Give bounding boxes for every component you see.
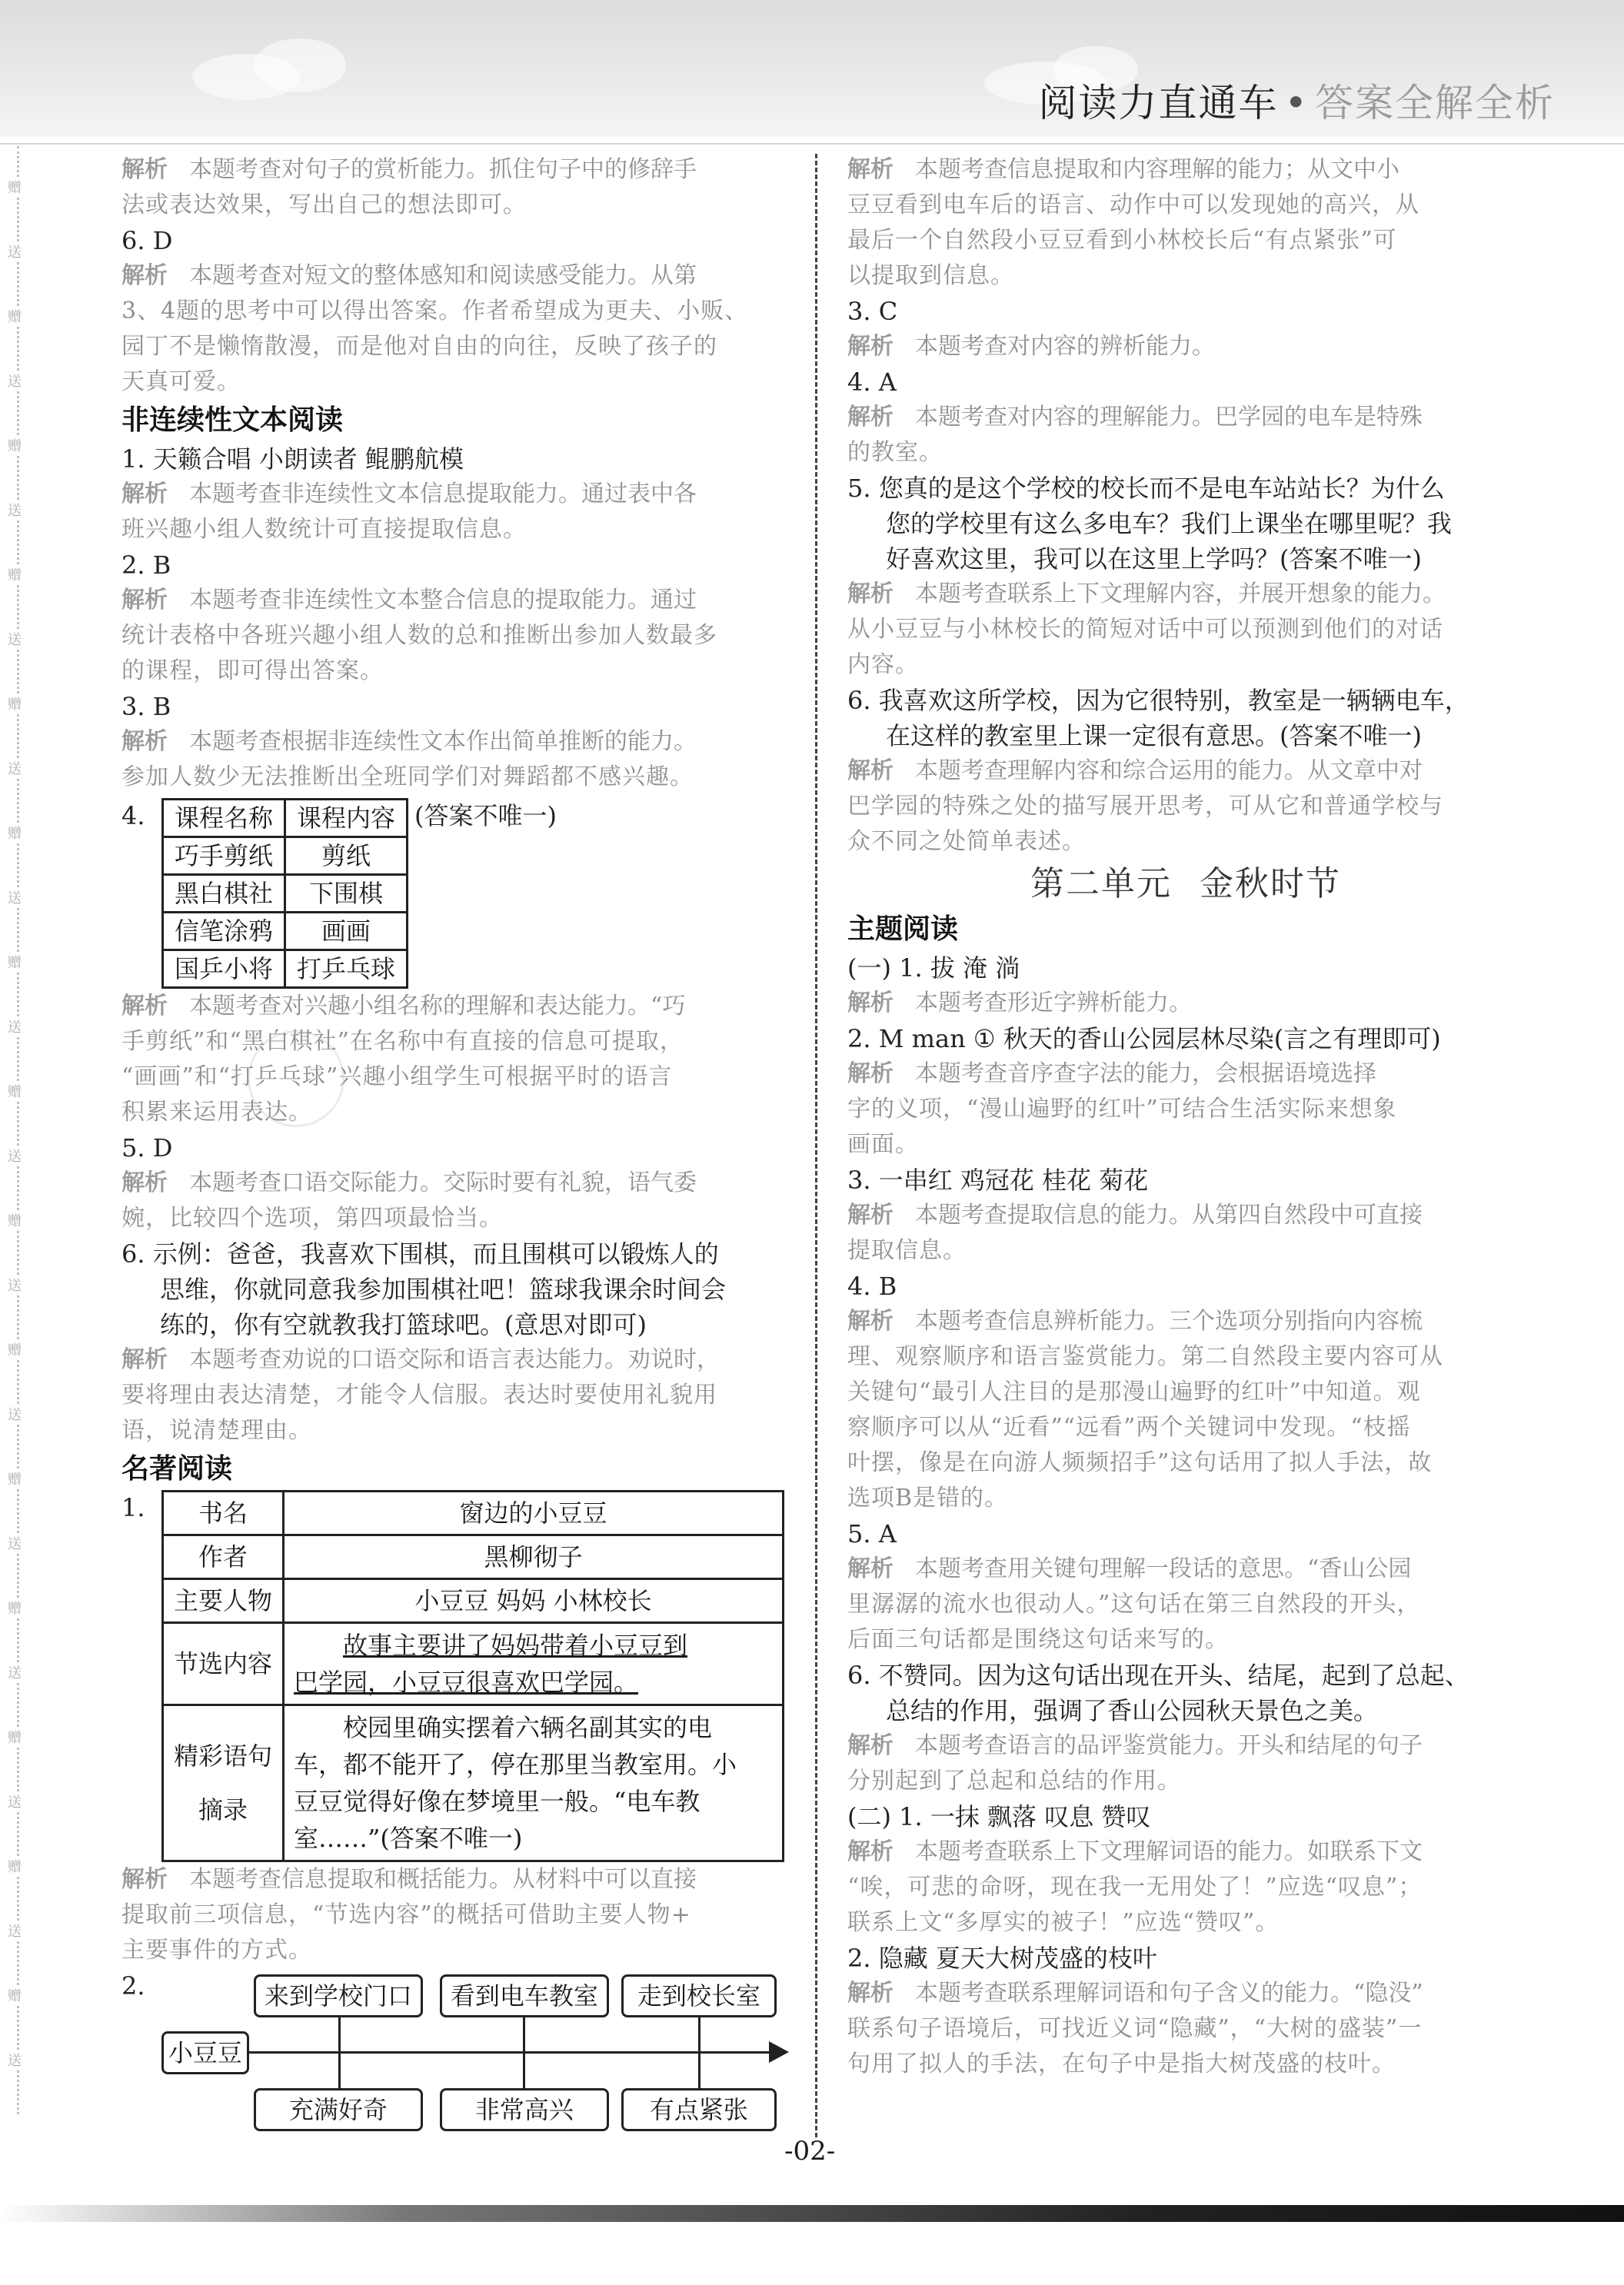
gutter-mark: 送: [8, 887, 22, 907]
analysis-block: 解析 本题考查音序查字法的能力，会根据语境选择: [847, 1060, 1376, 1087]
answer-item: 5. 您真的是这个学校的校长而不是电车站站长？为什么: [847, 474, 1445, 503]
diagram-center-box: 小豆豆: [161, 2031, 249, 2074]
table-value: 黑柳彻子: [284, 1535, 784, 1579]
answer-item: 5. A: [847, 1519, 897, 1548]
table-value: 窗边的小豆豆: [284, 1492, 784, 1535]
gutter-mark: 赠: [8, 823, 22, 843]
header-title-dot: •: [1284, 81, 1309, 125]
table-cell: 下围棋: [285, 875, 408, 913]
gutter-mark: 赠: [8, 1210, 22, 1230]
answer-item: 5. D: [121, 1133, 173, 1162]
analysis-block: 解析 本题考查信息辨析能力。三个选项分别指向内容梳: [847, 1308, 1423, 1335]
table-cell: 黑白棋社: [163, 875, 285, 913]
gutter-mark: 送: [8, 1404, 22, 1424]
gutter-mark: 赠: [8, 1081, 22, 1101]
table-value: 小豆豆 妈妈 小林校长: [284, 1579, 784, 1623]
diagram-timeline: [248, 2051, 770, 2054]
answer-item: 4. A: [847, 368, 897, 397]
table-cell: 国乒小将: [163, 950, 285, 988]
gutter-mark: 送: [8, 1533, 22, 1553]
gutter-mark: 赠: [8, 1985, 22, 2005]
diagram-feeling-box: 非常高兴: [440, 2088, 609, 2131]
table-key: 节选内容: [163, 1623, 284, 1705]
gutter-mark: 送: [8, 1146, 22, 1166]
table-header: 课程名称: [163, 800, 285, 837]
header-divider: [0, 143, 1624, 145]
answer-item: 1. 天籁合唱 小朗读者 鲲鹏航模: [121, 444, 464, 474]
diagram-connector: [698, 2016, 701, 2051]
analysis-block: 解析 本题考查信息提取和内容理解的能力；从文中小: [847, 156, 1399, 183]
answer-item: 2. B: [121, 550, 171, 580]
table-key: 精彩语句 摘录: [163, 1705, 284, 1861]
right-column: 解析 本题考查信息提取和内容理解的能力；从文中小 豆豆看到电车后的语言、动作中可以发现她的高兴，从 最后一个自然段小豆豆看到小林校长后“有点紧张”可 以提取到信息。 3. C 解析 本题考查对内容的辨析能力。 4. A 解析 本题考查对内容的理解能力。巴学园的电车是特殊 的教室。 5. 您真的是这个学校的校长而不是电车站站长？为什么 您的学校里有这么多电车？我们上课坐在哪里呢？我 好喜欢这里，我可以在这里上学吗？(答案不唯一) 解析 本题考查联系上下文理解内容，并展开想象的能力。 从小豆豆与小林校长的简短对话中可以预测到他们的对话 内容。 6. 我喜欢这所学校，因为它很特别，教室是一辆辆电车， 在这样的教室里上课一定很有意思。(答案不唯一) 解析 本题考查理解内容和综合运用的能力。从文章中对 巴学园的特殊之处的描写展开思考，可从它和普通学校与 众不同之处简单表述。 第二单元 金秋时节 主题阅读 (一) 1. 拔 淹 淌 解析 本题考查形近字辨析能力。 2. M man ① 秋天的香山公园层林尽染(言之有理即可) 解析 本题考查音序查字法的能力，会根据语境选择 字的义项，“漫山遍野的红叶”可结合生活实际来想象 画面。 3. 一串红 鸡冠花 桂花 菊花 解析 本题考查提取信息的能力。从第四自然段中可直接 提取信息。 4. B 解析 本题考查信息辨析能力。三个选项分别指向内容梳 理、观察顺序和语言鉴赏能力。第二自然段主要内容可从 关键句“最引人注目的是那漫山遍野的红叶”中知道。观 察顺序可以从“近看”“远看”两个关键词中发现。“枝摇 叶摆，像是在向游人频频招手”这句话用了拟人手法，故 选项B是错的。 5. A 解析 本题考查用关键句理解一段话的意思。“香山公园 里潺潺的流水也很动人。”这句话在第三自然段的开头， 后面三句话都是围绕这句话来写的。 6. 不赞同。因为这句话出现在开头、结尾，起到了总起、 总结的作用，强调了香山公园秋天景色之美。 解析 本题考查语言的品评鉴赏能力。开头和结尾的句子 分别起到了总起和总结的作用。 (二) 1. 一抹 飘落 叹息 赞叹 解析 本题考查联系上下文理解词语的能力。如联系下文 “唉，可悲的命呀，现在我一无用处了！”应选“叹息”； 联系上文“多厚实的被子！”应选“赞叹”。 2. 隐藏 夏天大树茂盛的枝叶 解析 本题考查联系理解词语和句子含义的能力。“隐没” 联系句子语境后，可找近义词“隐藏”，“大树的盛装”一 句用了拟人的手法，在句子中是指大树茂盛的枝叶。: [847, 152, 1524, 2082]
analysis-block: 解析 本题考查对内容的辨析能力。: [847, 333, 1215, 360]
gutter-mark: 赠: [8, 1468, 22, 1488]
analysis-block: 解析 本题考查联系上下文理解词语的能力。如联系下文: [847, 1838, 1423, 1865]
analysis-block: 解析 本题考查劝说的口语交际和语言表达能力。劝说时，: [121, 1346, 720, 1373]
gutter-mark: 赠: [8, 952, 22, 972]
left-column: 解析 本题考查对句子的赏析能力。抓住句子中的修辞手 法或表达效果，写出自己的想法即可。 6. D 解析 本题考查对短文的整体感知和阅读感受能力。从第 3、4题的思考中可以得出答案。作者希望成为更夫、小贩、 园丁不是懒惰散漫，而是他对自由的向往，反映了孩子的 天真可爱。 非连续性文本阅读 1. 天籁合唱 小朗读者 鲲鹏航模 解析 本题考查非连续性文本信息提取能力。通过表中各 班兴趣小组人数统计可直接提取信息。 2. B 解析 本题考查非连续性文本整合信息的提取能力。通过 统计表格中各班兴趣小组人数的总和推断出参加人数最多 的课程，即可得出答案。 3. B 解析 本题考查根据非连续性文本作出简单推断的能力。 参加人数少无法推断出全班同学们对舞蹈都不感兴趣。 4. 课程名称 课程内容 巧手剪纸 剪纸 黑白棋社 下围棋 信笔涂鸦 画画 国乒小将 打乒乓球 (答案不唯一) 解析 本题考查对兴趣小组名称的理解和表达能力。“巧 手剪纸”和“黑白棋社”在名称中有直接的信息可提取， “画画”和“打乒乓球”兴趣小组学生可根据平时的语言 积累来运用表达。 5. D 解析 本题考查口语交际能力。交际时要有礼貌，语气委 婉，比较四个选项，第四项最恰当。 6. 示例：爸爸，我喜欢下围棋，而且围棋可以锻炼人的 思维，你就同意我参加围棋社吧！篮球我课余时间会 练的，你有空就教我打篮球吧。(意思对即可) 解析 本题考查劝说的口语交际和语言表达能力。劝说时， 要将理由表达清楚，才能令人信服。表达时要使用礼貌用 语，说清楚理由。 名著阅读 1. 书名 窗边的小豆豆 作者 黑柳彻子 主要人物 小豆豆 妈妈 小林校长 节选内容 故事主要讲了妈妈带着小豆豆到 巴学园，小豆豆很喜欢巴学园。 精彩语句 摘录 校园里确实摆着六辆名副其实的电 车，都不能开了，停在那里当教室用。小 豆豆觉得好像在梦境里一般。“电车教 室……”(答案不唯一) 解析 本题考查信息提取和概括能力。从材料中可以直接 提取前三项信息，“节选内容”的概括可借助主要人物+ 主要事件的方式。 2. 小豆豆 来到学校门口 看到电车教室 走到校长室 充满好奇 非常高兴 有点紧张: [121, 152, 790, 2133]
gutter-mark: 送: [8, 1662, 22, 1682]
section-title: 主题阅读: [847, 913, 959, 945]
gutter-mark: 送: [8, 241, 22, 261]
analysis-block: 解析 本题考查对短文的整体感知和阅读感受能力。从第: [121, 262, 697, 289]
diagram-connector: [698, 2051, 701, 2090]
table-value: 故事主要讲了妈妈带着小豆豆到 巴学园，小豆豆很喜欢巴学园。: [284, 1623, 784, 1705]
diagram-feeling-box: 有点紧张: [621, 2088, 777, 2131]
header-band: [0, 0, 1624, 137]
cloud-decoration: [254, 38, 346, 92]
table-cell: 画画: [285, 913, 408, 950]
answer-item: 3. 一串红 鸡冠花 桂花 菊花: [847, 1166, 1149, 1195]
answer-item-diagram: 2. 小豆豆 来到学校门口 看到电车教室 走到校长室 充满好奇 非常高兴 有点紧张: [121, 1968, 790, 2133]
diagram-feeling-box: 充满好奇: [254, 2088, 423, 2131]
gutter-mark: 赠: [8, 177, 22, 197]
diagram-connector: [523, 2016, 525, 2051]
analysis-block: 解析 本题考查形近字辨析能力。: [847, 990, 1192, 1016]
analysis-block: 解析 本题考查非连续性文本信息提取能力。通过表中各: [121, 481, 697, 507]
analysis-block: 解析 本题考查非连续性文本整合信息的提取能力。通过: [121, 587, 697, 614]
header-title: [1039, 72, 1556, 128]
gutter-mark: 送: [8, 1791, 22, 1811]
gutter-mark: 赠: [8, 306, 22, 326]
diagram-arrow-head: [769, 2041, 789, 2063]
answer-item: 6. 示例：爸爸，我喜欢下围棋，而且围棋可以锻炼人的: [121, 1239, 719, 1269]
analysis-block: 解析 本题考查口语交际能力。交际时要有礼貌，语气委: [121, 1169, 697, 1196]
plot-diagram: [161, 1971, 790, 2133]
analysis-block: 解析 本题考查对内容的理解能力。巴学园的电车是特殊: [847, 404, 1423, 431]
analysis-block: 解析 本题考查语言的品评鉴赏能力。开头和结尾的句子: [847, 1732, 1423, 1759]
diagram-event-box: 看到电车教室: [440, 1974, 609, 2017]
gutter-mark: 送: [8, 371, 22, 391]
gutter-mark: 赠: [8, 1856, 22, 1876]
column-divider: [815, 154, 817, 2137]
book-info-table: [161, 1490, 784, 1862]
gutter-mark: 送: [8, 1275, 22, 1295]
section-title: 非连续性文本阅读: [121, 404, 344, 436]
diagram-event-box: 走到校长室: [621, 1974, 777, 2017]
gutter-mark: 送: [8, 1016, 22, 1036]
section-title: 名著阅读: [121, 1453, 233, 1485]
gutter-mark: 赠: [8, 1598, 22, 1618]
answer-item: 2. M man ① 秋天的香山公园层林尽染(言之有理即可): [847, 1024, 1441, 1053]
answer-item: 3. B: [121, 692, 171, 721]
gutter-mark: 送: [8, 629, 22, 649]
answer-item: 6. D: [121, 226, 173, 255]
answer-item: 3. C: [847, 297, 898, 326]
answer-item: 6. 我喜欢这所学校，因为它很特别，教室是一辆辆电车，: [847, 686, 1469, 715]
answer-item: (二) 1. 一抹 飘落 叹息 赞叹: [847, 1802, 1151, 1831]
page-number: -02-: [784, 2136, 836, 2167]
table-value: 校园里确实摆着六辆名副其实的电 车，都不能开了，停在那里当教室用。小 豆豆觉得好像在梦境里一般。“电车教 室……”(答案不唯一): [284, 1705, 784, 1861]
analysis-block: 解析 本题考查对兴趣小组名称的理解和表达能力。“巧: [121, 993, 686, 1019]
gutter-mark: 赠: [8, 1727, 22, 1747]
gutter-mark: 赠: [8, 693, 22, 713]
table-key: 书名: [163, 1492, 284, 1535]
analysis-block: 解析 本题考查用关键句理解一段话的意思。“香山公园: [847, 1555, 1412, 1582]
gutter-mark: 赠: [8, 564, 22, 584]
answer-item-table: 4. 课程名称 课程内容 巧手剪纸 剪纸 黑白棋社 下围棋 信笔涂鸦 画画 国乒小将 打乒乓球 (答案不唯一): [121, 798, 790, 989]
binding-gutter: [5, 146, 32, 2114]
table-cell: 打乒乓球: [285, 950, 408, 988]
table-key: 主要人物: [163, 1579, 284, 1623]
answer-item: (一) 1. 拔 淹 淌: [847, 953, 1020, 983]
header-title-main: 阅读力直通车: [1038, 81, 1279, 125]
analysis-block: 解析 本题考查对句子的赏析能力。抓住句子中的修辞手: [121, 156, 697, 183]
analysis-block: 解析 本题考查联系上下文理解内容，并展开想象的能力。: [847, 580, 1446, 607]
answer-item: 6. 不赞同。因为这句话出现在开头、结尾，起到了总起、: [847, 1661, 1469, 1690]
bottom-bar: [0, 2205, 1624, 2222]
diagram-connector: [338, 2016, 341, 2051]
answer-item: 4. B: [847, 1272, 897, 1301]
table-key: 作者: [163, 1535, 284, 1579]
table-cell: 剪纸: [285, 837, 408, 875]
gutter-mark: 送: [8, 2050, 22, 2070]
gutter-mark: 赠: [8, 1339, 22, 1359]
analysis-block: 解析 本题考查提取信息的能力。从第四自然段中可直接: [847, 1202, 1423, 1229]
diagram-connector: [523, 2051, 525, 2090]
diagram-connector: [338, 2051, 341, 2090]
course-table: [161, 798, 408, 989]
table-cell: 巧手剪纸: [163, 837, 285, 875]
diagram-event-box: 来到学校门口: [254, 1974, 423, 2017]
table-header: 课程内容: [285, 800, 408, 837]
header-title-sub: 答案全解全析: [1315, 81, 1555, 125]
table-cell: 信笔涂鸦: [163, 913, 285, 950]
gutter-mark: 赠: [8, 435, 22, 455]
answer-item: 2. 隐藏 夏天大树茂盛的枝叶: [847, 1944, 1157, 1973]
unit-title: 第二单元 金秋时节: [1030, 864, 1341, 903]
answer-item-table: 1. 书名 窗边的小豆豆 作者 黑柳彻子 主要人物 小豆豆 妈妈 小林校长 节选内容 故事主要讲了妈妈带着小豆豆到 巴学园，小豆豆很喜欢巴学园。 精彩语句 摘录 校园里确实摆着六辆名副其实的电 车，都不能开了，停在那里当教室用。小 豆豆觉得好像在梦境里一般。“电车教 室……”(答案不唯一): [121, 1490, 790, 1862]
analysis-block: 解析 本题考查信息提取和概括能力。从材料中可以直接: [121, 1866, 697, 1893]
gutter-mark: 送: [8, 758, 22, 778]
gutter-mark: 送: [8, 1921, 22, 1941]
analysis-block: 解析 本题考查理解内容和综合运用的能力。从文章中对: [847, 757, 1423, 784]
answer-note: (答案不唯一): [414, 801, 557, 830]
analysis-block: 解析 本题考查根据非连续性文本作出简单推断的能力。: [121, 728, 697, 755]
gutter-mark: 送: [8, 500, 22, 520]
analysis-block: 解析 本题考查联系理解词语和句子含义的能力。“隐没”: [847, 1980, 1423, 2007]
